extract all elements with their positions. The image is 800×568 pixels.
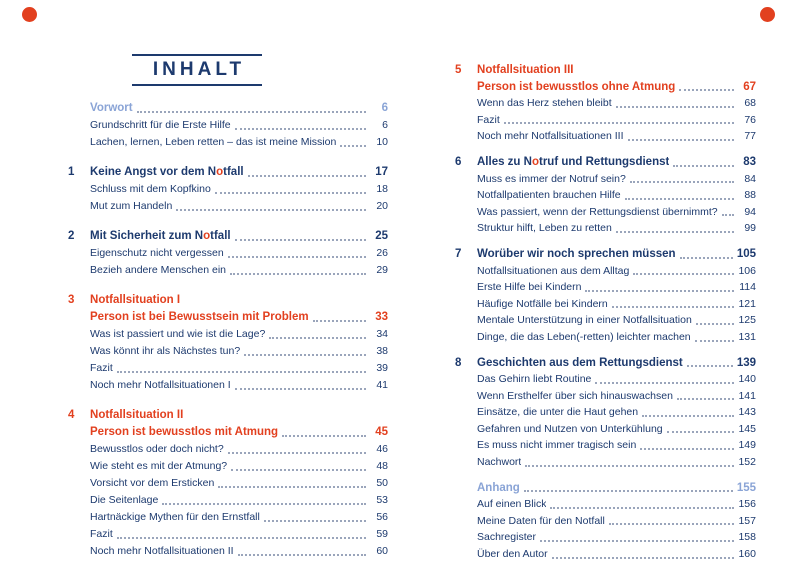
chapter-heading-row xyxy=(477,246,756,263)
chapter-page-number: 67 xyxy=(743,80,756,93)
chapter-title xyxy=(90,309,309,326)
leader-dots xyxy=(162,503,366,505)
toc-column-right xyxy=(455,62,756,563)
toc-entry-row xyxy=(90,377,388,394)
toc-entry-row xyxy=(477,312,756,329)
leader-dots xyxy=(218,486,366,488)
entry-label: Fazit xyxy=(90,362,113,374)
entry-page-number: 149 xyxy=(738,439,756,452)
entry-page-number: 26 xyxy=(376,247,388,259)
chapter-title-text: Person ist bewusstlos ohne Atmung xyxy=(477,80,676,93)
entry-page-number: 76 xyxy=(744,113,756,126)
leader-dots xyxy=(176,209,366,211)
entry-page-number: 60 xyxy=(376,545,388,557)
chapter-heading-row xyxy=(90,100,388,117)
leader-dots xyxy=(215,192,366,194)
entry-label: Es muss nicht immer tragisch sein xyxy=(477,439,637,452)
leader-dots xyxy=(642,415,734,417)
chapter-title-text: tfall xyxy=(210,230,231,242)
entry-page-number: 131 xyxy=(738,330,756,343)
entry-label: Grundschritt für die Erste Hilfe xyxy=(90,119,231,131)
accent-letter: o xyxy=(216,166,224,178)
toc-entry-row xyxy=(477,371,756,388)
entry-page-number: 156 xyxy=(738,498,756,511)
toc-entry-row xyxy=(477,220,756,237)
leader-dots xyxy=(540,540,734,542)
entry-label: Schluss mit dem Kopfkino xyxy=(90,183,211,195)
chapter-title-text: tfallsituation II xyxy=(105,409,184,421)
leader-dots xyxy=(673,165,734,167)
entry-page-number: 99 xyxy=(744,222,756,235)
entry-page-number: 77 xyxy=(744,130,756,143)
leader-dots xyxy=(524,490,733,492)
toc-entry-row xyxy=(477,263,756,280)
accent-letter: o xyxy=(531,155,539,168)
entry-label: Meine Daten für den Notfall xyxy=(477,514,605,527)
entry-label: Noch mehr Notfallsituationen II xyxy=(90,545,234,557)
leader-dots xyxy=(238,554,366,556)
chapter-title xyxy=(90,100,133,117)
entry-page-number: 53 xyxy=(376,494,388,506)
chapter-number: 1 xyxy=(68,166,75,178)
entry-label: Sachregister xyxy=(477,531,536,544)
toc-entry-row xyxy=(477,404,756,421)
leader-dots xyxy=(117,537,366,539)
entry-label: Vorsicht vor dem Ersticken xyxy=(90,477,215,489)
leader-dots xyxy=(264,520,366,522)
chapter-title-text: N xyxy=(90,409,99,421)
entry-page-number: 46 xyxy=(376,443,388,455)
leader-dots xyxy=(616,106,734,108)
chapter-title xyxy=(90,164,244,181)
chapter-title-text: Keine Angst vor dem N xyxy=(90,166,217,178)
chapter-title-text: tfallsituation III xyxy=(492,64,574,76)
toc-entry-row xyxy=(477,496,756,513)
leader-dots xyxy=(228,452,366,454)
entry-page-number: 6 xyxy=(382,119,388,131)
toc-entry-row xyxy=(90,360,388,377)
entry-label: Was passiert, wenn der Rettungsdienst übernimmt? xyxy=(477,205,718,218)
entry-label: Muss es immer der Notruf sein? xyxy=(477,172,626,185)
toc-section xyxy=(455,480,756,563)
leader-dots xyxy=(117,371,366,373)
leader-dots xyxy=(269,337,366,339)
toc-section xyxy=(68,100,388,151)
entry-label: Lachen, lernen, Leben retten – das ist meine Mission xyxy=(90,136,337,148)
toc-entry-row xyxy=(90,326,388,343)
toc-entry-row xyxy=(477,112,756,129)
chapter-page-number: 33 xyxy=(375,311,388,323)
corner-dot-left-icon xyxy=(22,7,37,22)
entry-page-number: 34 xyxy=(376,328,388,340)
toc-entry-row xyxy=(477,128,756,145)
toc-section xyxy=(68,228,388,279)
leader-dots xyxy=(504,122,734,124)
entry-label: Noch mehr Notfallsituationen III xyxy=(477,130,624,143)
chapter-heading-row xyxy=(477,79,756,96)
leader-dots xyxy=(235,239,366,241)
entry-label: Hartnäckige Mythen für den Ernstfall xyxy=(90,511,260,523)
chapter-number: 2 xyxy=(68,230,75,242)
chapter-title-text: Person ist bei Bewusstsein mit Problem xyxy=(90,311,309,323)
entry-label: Noch mehr Notfallsituationen I xyxy=(90,379,231,391)
chapter-title-text: Anhang xyxy=(477,481,520,494)
leader-dots xyxy=(687,365,733,367)
entry-page-number: 106 xyxy=(738,264,756,277)
leader-dots xyxy=(282,435,366,437)
entry-label: Mentale Unterstützung in einer Notfallsituation xyxy=(477,314,692,327)
chapter-heading-row xyxy=(477,154,756,171)
chapter-title xyxy=(477,154,669,171)
chapter-title-text: Geschichten aus dem Rettungsdienst xyxy=(477,356,683,369)
chapter-title xyxy=(90,228,231,245)
chapter-heading-row xyxy=(90,228,388,245)
chapter-page-number: 105 xyxy=(736,247,756,260)
entry-label: Wie steht es mit der Atmung? xyxy=(90,460,228,472)
entry-label: Über den Autor xyxy=(477,548,548,561)
toc-entry-row xyxy=(90,526,388,543)
toc-entry-row xyxy=(477,388,756,405)
entry-label: Häufige Notfälle bei Kindern xyxy=(477,297,608,310)
chapter-page-number: 25 xyxy=(375,230,388,242)
chapter-number: 7 xyxy=(455,247,462,260)
chapter-title-text: tfallsituation I xyxy=(105,294,181,306)
leader-dots xyxy=(625,198,734,200)
entry-page-number: 88 xyxy=(744,189,756,202)
leader-dots xyxy=(525,465,734,467)
entry-page-number: 94 xyxy=(744,205,756,218)
accent-letter: o xyxy=(98,409,106,421)
leader-dots xyxy=(313,320,366,322)
toc-column-left xyxy=(68,54,388,560)
entry-page-number: 41 xyxy=(376,379,388,391)
toc-entry-row xyxy=(90,134,388,151)
entry-page-number: 125 xyxy=(738,314,756,327)
leader-dots xyxy=(680,257,733,259)
entry-page-number: 29 xyxy=(376,264,388,276)
entry-page-number: 84 xyxy=(744,172,756,185)
leader-dots xyxy=(609,523,734,525)
leader-dots xyxy=(340,145,366,147)
leader-dots xyxy=(235,388,366,390)
leader-dots xyxy=(552,557,734,559)
entry-page-number: 158 xyxy=(738,531,756,544)
entry-label: Auf einen Blick xyxy=(477,498,547,511)
chapter-title xyxy=(477,246,676,263)
entry-label: Erste Hilfe bei Kindern xyxy=(477,281,582,294)
toc-entry-row xyxy=(477,329,756,346)
toc-entry-row xyxy=(477,95,756,112)
toc-section xyxy=(68,292,388,394)
entry-label: Notfallsituationen aus dem Alltag xyxy=(477,264,630,277)
page-title: INHALT xyxy=(152,59,246,80)
chapter-page-number: 139 xyxy=(736,356,756,369)
chapter-title-text: Mit Sicherheit zum N xyxy=(90,230,204,242)
toc-entry-row xyxy=(90,181,388,198)
entry-label: Wenn das Herz stehen bleibt xyxy=(477,97,612,110)
chapter-title xyxy=(90,292,180,309)
chapter-title xyxy=(477,79,675,96)
entry-page-number: 56 xyxy=(376,511,388,523)
entry-label: Wenn Ersthelfer über sich hinauswachsen xyxy=(477,389,673,402)
entry-page-number: 160 xyxy=(738,548,756,561)
chapter-title xyxy=(477,62,573,79)
toc-entry-row xyxy=(90,543,388,560)
chapter-heading-row xyxy=(90,424,388,441)
entry-page-number: 141 xyxy=(738,389,756,402)
page-title-block xyxy=(132,54,262,86)
entry-page-number: 152 xyxy=(738,456,756,469)
chapter-heading-row xyxy=(477,355,756,372)
toc-entry-row xyxy=(477,296,756,313)
chapter-title-text: Worüber wir noch sprechen müssen xyxy=(477,247,676,260)
leader-dots xyxy=(228,256,366,258)
chapter-heading-row xyxy=(477,480,756,497)
chapter-number: 4 xyxy=(68,409,75,421)
toc-sections-right xyxy=(455,62,756,563)
toc-entry-row xyxy=(90,262,388,279)
entry-page-number: 39 xyxy=(376,362,388,374)
leader-dots xyxy=(231,469,366,471)
entry-label: Notfallpatienten brauchen Hilfe xyxy=(477,189,621,202)
leader-dots xyxy=(667,431,734,433)
entry-page-number: 50 xyxy=(376,477,388,489)
entry-page-number: 145 xyxy=(738,422,756,435)
entry-page-number: 157 xyxy=(738,514,756,527)
entry-page-number: 59 xyxy=(376,528,388,540)
toc-entry-row xyxy=(477,187,756,204)
toc-entry-row xyxy=(477,546,756,563)
toc-entry-row xyxy=(90,198,388,215)
toc-entry-row xyxy=(477,204,756,221)
entry-label: Struktur hilft, Leben zu retten xyxy=(477,222,612,235)
leader-dots xyxy=(595,382,734,384)
chapter-heading-row xyxy=(90,309,388,326)
chapter-title xyxy=(477,480,520,497)
chapter-title-text: Person ist bewusstlos mit Atmung xyxy=(90,426,279,438)
entry-label: Mut zum Handeln xyxy=(90,200,173,212)
entry-label: Nachwort xyxy=(477,456,522,469)
leader-dots xyxy=(248,175,366,177)
toc-sections-left xyxy=(68,100,388,560)
entry-label: Die Seitenlage xyxy=(90,494,159,506)
leader-dots xyxy=(137,111,366,113)
toc-entry-row xyxy=(477,171,756,188)
toc-entry-row xyxy=(477,513,756,530)
corner-dot-right-icon xyxy=(760,7,775,22)
chapter-page-number: 45 xyxy=(375,426,388,438)
leader-dots xyxy=(633,273,734,275)
chapter-heading-row xyxy=(90,407,388,424)
toc-entry-row xyxy=(90,509,388,526)
toc-entry-row xyxy=(477,421,756,438)
toc-entry-row xyxy=(477,529,756,546)
entry-page-number: 48 xyxy=(376,460,388,472)
chapter-title xyxy=(90,407,183,424)
accent-letter: o xyxy=(485,64,493,76)
chapter-title xyxy=(90,424,278,441)
entry-page-number: 121 xyxy=(738,297,756,310)
leader-dots xyxy=(230,273,366,275)
leader-dots xyxy=(722,214,734,216)
toc-entry-row xyxy=(90,458,388,475)
chapter-page-number: 17 xyxy=(375,166,388,178)
toc-entry-row xyxy=(477,437,756,454)
toc-entry-row xyxy=(90,117,388,134)
toc-section xyxy=(455,355,756,471)
leader-dots xyxy=(677,398,734,400)
leader-dots xyxy=(612,306,734,308)
chapter-heading-row xyxy=(477,62,756,79)
toc-section xyxy=(68,407,388,560)
toc-section xyxy=(455,154,756,237)
toc-entry-row xyxy=(90,245,388,262)
entry-label: Bewusstlos oder doch nicht? xyxy=(90,443,224,455)
accent-letter: o xyxy=(203,230,211,242)
chapter-title-text: N xyxy=(90,294,99,306)
chapter-title-text: Alles zu N xyxy=(477,155,532,168)
entry-page-number: 18 xyxy=(376,183,388,195)
chapter-title xyxy=(477,355,683,372)
accent-letter: o xyxy=(98,294,106,306)
chapter-page-number: 155 xyxy=(736,481,756,494)
title-rule-bottom xyxy=(132,84,262,86)
entry-label: Einsätze, die unter die Haut gehen xyxy=(477,406,639,419)
leader-dots xyxy=(616,231,734,233)
chapter-title-text: Vorwort xyxy=(90,102,133,114)
entry-label: Das Gehirn liebt Routine xyxy=(477,373,592,386)
chapter-number: 6 xyxy=(455,155,462,168)
entry-label: Was ist passiert und wie ist die Lage? xyxy=(90,328,266,340)
toc-entry-row xyxy=(90,441,388,458)
leader-dots xyxy=(696,323,734,325)
entry-page-number: 38 xyxy=(376,345,388,357)
chapter-number: 3 xyxy=(68,294,75,306)
entry-label: Fazit xyxy=(90,528,113,540)
chapter-title-text: truf und Rettungsdienst xyxy=(539,155,670,168)
entry-page-number: 20 xyxy=(376,200,388,212)
toc-entry-row xyxy=(90,475,388,492)
entry-page-number: 143 xyxy=(738,406,756,419)
leader-dots xyxy=(235,128,366,130)
leader-dots xyxy=(244,354,366,356)
leader-dots xyxy=(550,507,734,509)
leader-dots xyxy=(628,139,735,141)
entry-label: Was könnt ihr als Nächstes tun? xyxy=(90,345,241,357)
toc-entry-row xyxy=(90,343,388,360)
toc-section xyxy=(68,164,388,215)
leader-dots xyxy=(585,290,734,292)
leader-dots xyxy=(640,448,734,450)
entry-label: Eigenschutz nicht vergessen xyxy=(90,247,224,259)
entry-page-number: 140 xyxy=(738,373,756,386)
toc-entry-row xyxy=(90,492,388,509)
chapter-page-number: 6 xyxy=(381,102,388,114)
leader-dots xyxy=(679,89,734,91)
entry-page-number: 114 xyxy=(739,281,756,294)
leader-dots xyxy=(695,340,734,342)
chapter-number: 5 xyxy=(455,64,462,76)
toc-section xyxy=(455,246,756,346)
entry-page-number: 10 xyxy=(376,136,388,148)
chapter-title-text: N xyxy=(477,64,486,76)
entry-label: Fazit xyxy=(477,113,500,126)
chapter-title-text: tfall xyxy=(223,166,244,178)
leader-dots xyxy=(630,181,734,183)
chapter-heading-row xyxy=(90,292,388,309)
chapter-heading-row xyxy=(90,164,388,181)
chapter-number: 8 xyxy=(455,356,462,369)
toc-section xyxy=(455,62,756,145)
entry-page-number: 68 xyxy=(744,97,756,110)
entry-label: Dinge, die das Leben(-retten) leichter machen xyxy=(477,330,691,343)
entry-label: Bezieh andere Menschen ein xyxy=(90,264,227,276)
toc-entry-row xyxy=(477,279,756,296)
entry-label: Gefahren und Nutzen von Unterkühlung xyxy=(477,422,663,435)
chapter-page-number: 83 xyxy=(743,155,756,168)
toc-entry-row xyxy=(477,454,756,471)
